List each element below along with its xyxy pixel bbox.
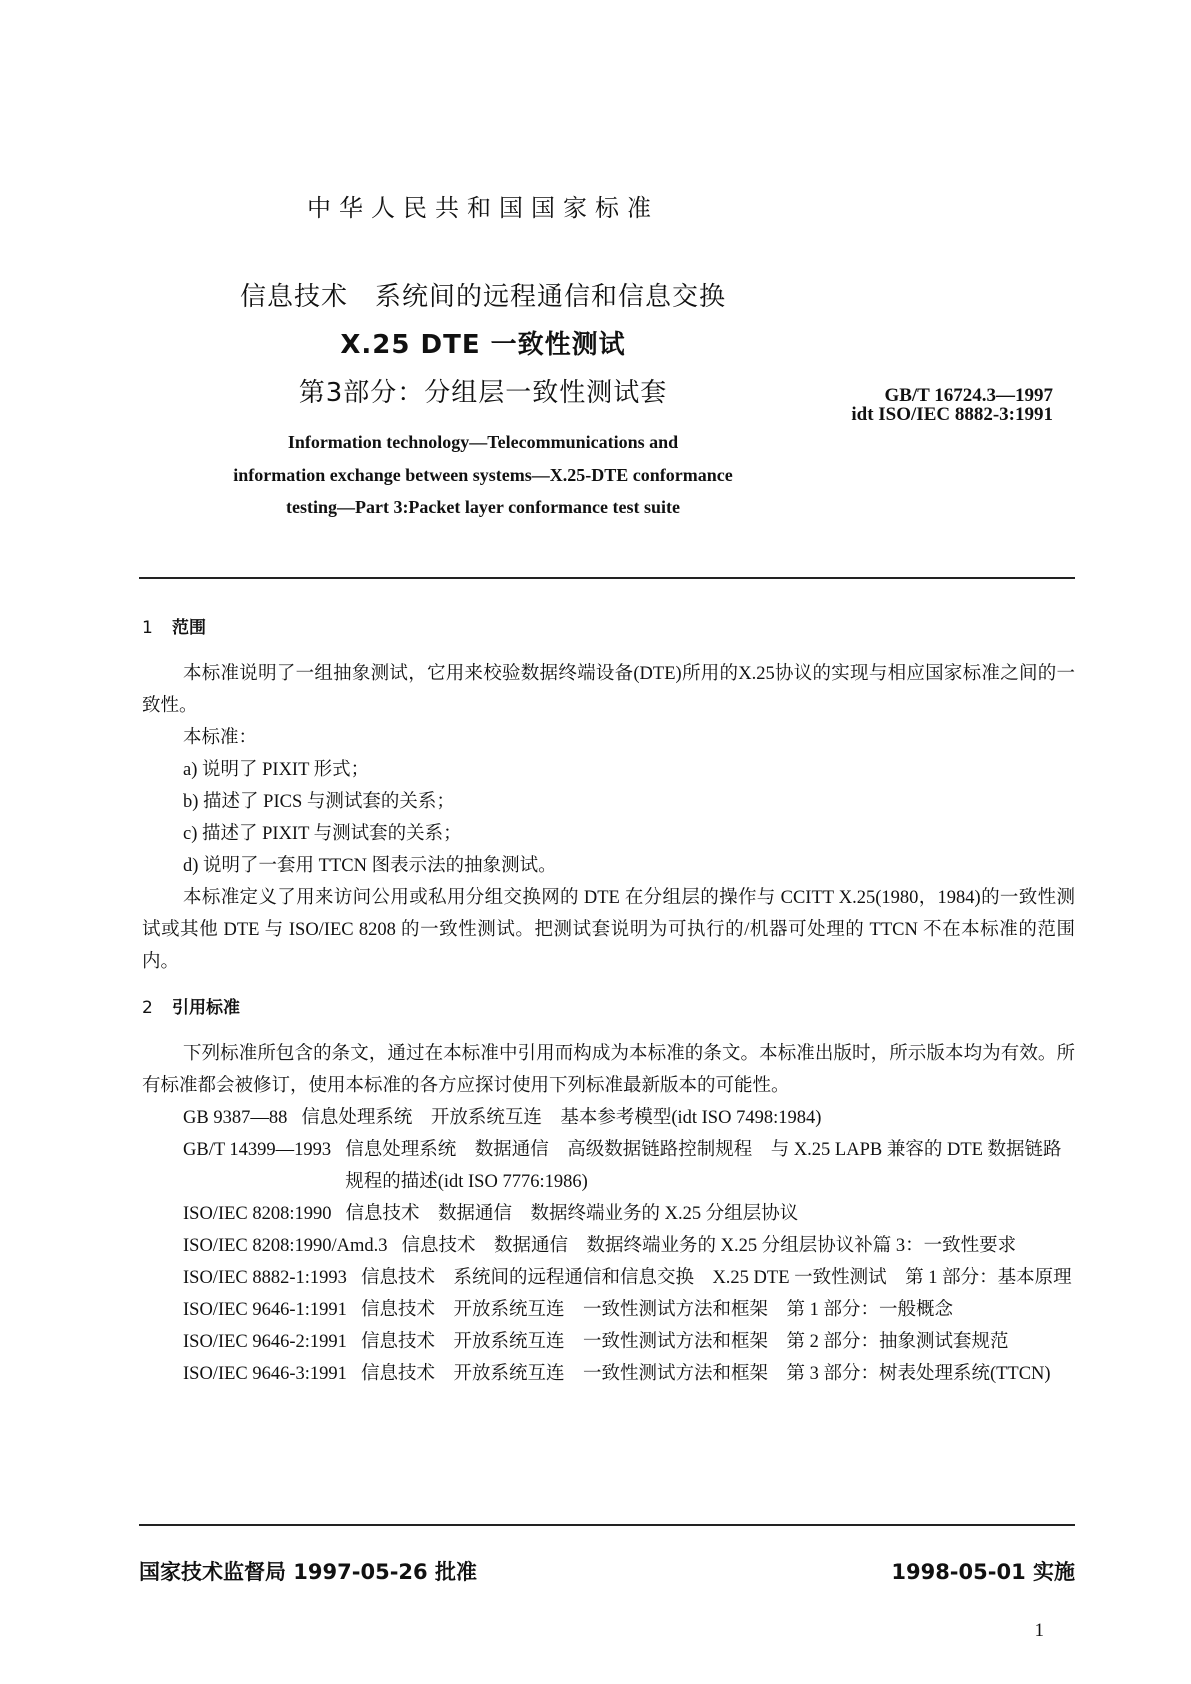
list-item: a) 说明了 PIXIT 形式； bbox=[183, 760, 370, 780]
title-line-1: 信息技术 系统间的远程通信和信息交换 bbox=[239, 282, 726, 312]
list-item: c) 描述了 PIXIT 与测试套的关系； bbox=[183, 824, 462, 844]
standard-number bbox=[800, 386, 1053, 424]
list-item: b) 描述了 PICS 与测试套的关系； bbox=[183, 792, 455, 812]
national-standard-heading: 中华人民共和国国家标准 bbox=[307, 194, 659, 222]
footer-divider bbox=[139, 1524, 1075, 1526]
paragraph: 下列标准所包含的条文，通过在本标准中引用而构成为本标准的条文。本标准出版时，所示版本均为有效。所有标准都会被修订，使用本标准的各方应探讨使用下列标准最新版本的可能性。 bbox=[142, 1044, 1075, 1096]
section-heading: 2 引用标准 bbox=[142, 998, 240, 1018]
reference-item: ISO/IEC 8208:1990/Amd.3 信息技术 数据通信 数据终端业务的 X.25 分组层协议补篇 3：一致性要求 bbox=[183, 1236, 1017, 1256]
reference-item: ISO/IEC 9646-3:1991 信息技术 开放系统互连 一致性测试方法和框架 第 3 部分：树表处理系统(TTCN) bbox=[183, 1364, 1051, 1384]
english-title-1: Information technology—Telecommunications and bbox=[287, 432, 679, 452]
paragraph: 本标准定义了用来访问公用或私用分组交换网的 DTE 在分组层的操作与 CCITT X.25(1980，1984)的一致性测试或其他 DTE 与 ISO/IEC 8208 的一致性测试。把测试套说明为可执行的/机器可处理的 TTCN 不在本标准的范围内。 bbox=[142, 888, 1075, 972]
reference-item: ISO/IEC 8882-1:1993 信息技术 系统间的远程通信和信息交换 X.25 DTE 一致性测试 第 1 部分：基本原理 bbox=[183, 1268, 1072, 1288]
english-title-3: testing—Part 3:Packet layer conformance test suite bbox=[285, 497, 681, 517]
header-divider bbox=[139, 577, 1075, 579]
title-line-2: X.25 DTE 一致性测试 bbox=[340, 330, 626, 360]
effective-date: 1998-05-01 实施 bbox=[891, 1560, 1075, 1584]
approval-date: 国家技术监督局 1997-05-26 批准 bbox=[139, 1560, 477, 1584]
paragraph: 本标准说明了一组抽象测试，它用来校验数据终端设备(DTE)所用的X.25协议的实现与相应国家标准之间的一致性。 bbox=[142, 664, 1075, 716]
reference-item: ISO/IEC 9646-2:1991 信息技术 开放系统互连 一致性测试方法和框架 第 2 部分：抽象测试套规范 bbox=[183, 1332, 1009, 1352]
reference-item: GB 9387—88 信息处理系统 开放系统互连 基本参考模型(idt ISO 7498:1984) bbox=[183, 1108, 822, 1128]
reference-item: ISO/IEC 8208:1990 信息技术 数据通信 数据终端业务的 X.25 分组层协议 bbox=[183, 1204, 799, 1224]
idt-number: idt ISO/IEC 8882-3:1991 bbox=[851, 404, 1053, 425]
document-body bbox=[142, 612, 1075, 1390]
reference-item: ISO/IEC 9646-1:1991 信息技术 开放系统互连 一致性测试方法和框架 第 1 部分：一般概念 bbox=[183, 1300, 953, 1320]
paragraph: 本标准： bbox=[183, 728, 258, 748]
english-title-2: information exchange between systems—X.25-DTE conformance bbox=[233, 465, 733, 485]
section-heading: 1 范围 bbox=[142, 618, 206, 638]
reference-item: GB/T 14399—1993 信息处理系统 数据通信 高级数据链路控制规程 与 X.25 LAPB 兼容的 DTE 数据链路规程的描述(idt ISO 7776:1986) bbox=[183, 1140, 1062, 1192]
page-number: 1 bbox=[1034, 1620, 1044, 1641]
gb-number: GB/T 16724.3—1997 bbox=[884, 385, 1053, 406]
title-line-3: 第3部分：分组层一致性测试套 bbox=[298, 378, 668, 408]
list-item: d) 说明了一套用 TTCN 图表示法的抽象测试。 bbox=[183, 856, 557, 876]
